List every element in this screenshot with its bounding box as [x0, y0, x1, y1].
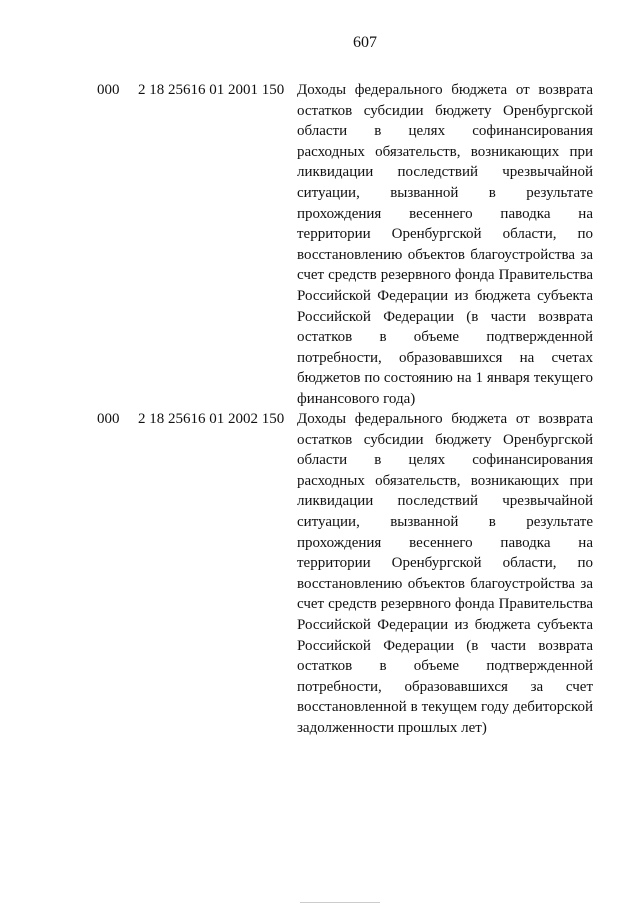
scan-edge-divider — [300, 902, 380, 903]
classification-code: 2 18 25616 01 2002 150 — [138, 411, 285, 427]
page-number: 607 — [353, 34, 377, 51]
classification-code: 2 18 25616 01 2001 150 — [138, 82, 285, 98]
admin-code: 000 — [97, 411, 120, 427]
entry-description: Доходы федерального бюджета от возврата остатков субсидии бюджету Оренбургской области в целях софинансирования расходных обязательств, возникающих при ликвидации последствий чрезвычайной ситуации, вызванной в результате прохождения весеннего паводка на территории Оренбургской области, по восстановлению объектов благоустройства за счет средств резервного фонда Правительства Российской Федерации из бюджета субъекта Российской Федерации (в части возврата остатков в объеме подтвержденной потребности, образовавшихся за счет восстановленной в текущем году дебиторской задолженности прошлых лет) — [297, 411, 593, 736]
entry-description: Доходы федерального бюджета от возврата остатков субсидии бюджету Оренбургской области в целях софинансирования расходных обязательств, возникающих при ликвидации последствий чрезвычайной ситуации, вызванной в результате прохождения весеннего паводка на территории Оренбургской области, по восстановлению объектов благоустройства за счет средств резервного фонда Правительства Российской Федерации из бюджета субъекта Российской Федерации (в части возврата остатков в объеме подтвержденной потребности, образовавшихся на счетах бюджетов по состоянию на 1 января текущего финансового года) — [297, 82, 593, 407]
admin-code: 000 — [97, 82, 120, 98]
